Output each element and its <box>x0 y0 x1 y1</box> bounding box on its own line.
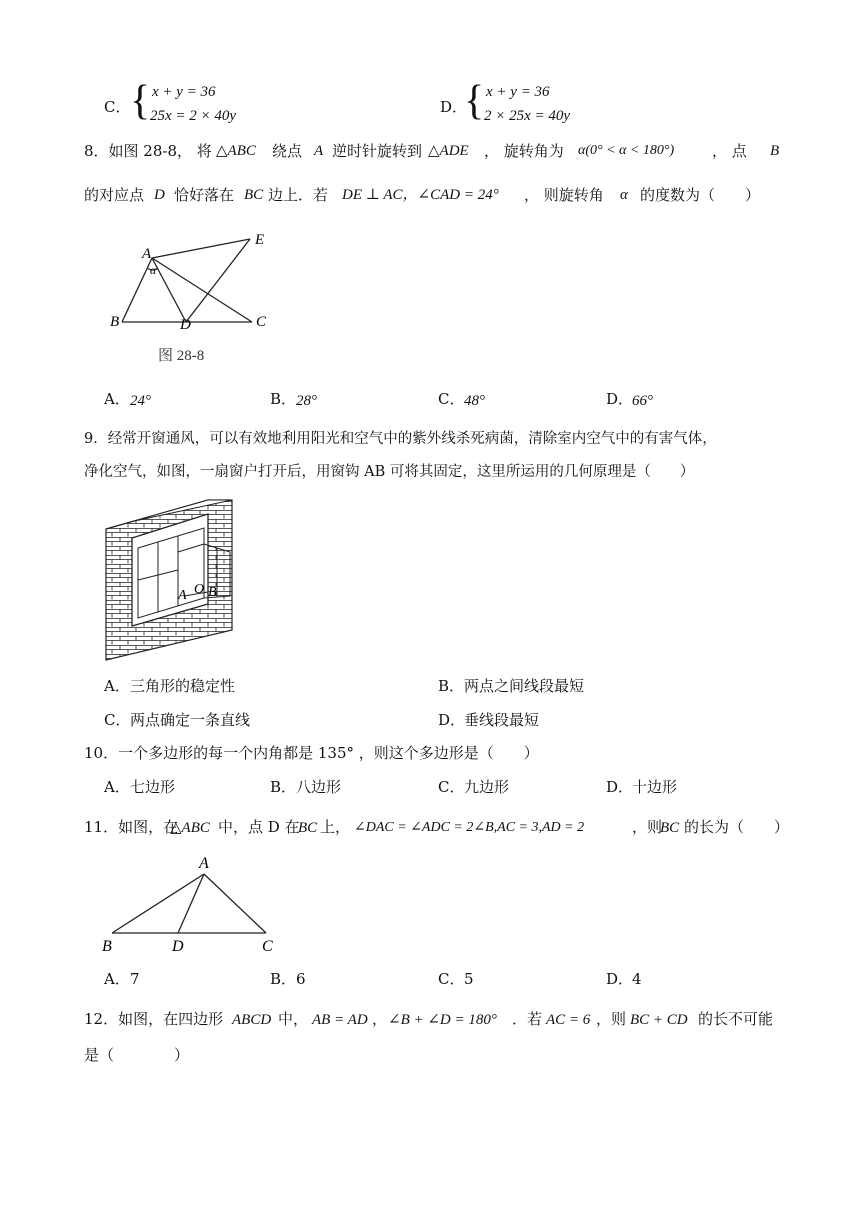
q9-option-c-value: 两点确定一条直线 <box>130 711 251 729</box>
q8-fig-label-e: E <box>255 232 265 248</box>
q9-text-line1: 9．经常开窗通风，可以有效地利用阳光和空气中的紫外线杀死病菌，清除室内空气中的有害气体， <box>84 431 717 447</box>
q11-text: 中，点 D 在 <box>218 818 300 836</box>
q10-option-b-label: B． <box>270 778 297 796</box>
q11-fig-label-c: C <box>262 938 273 955</box>
q9-option-c-label: C． <box>104 711 131 729</box>
q8-text: 逆时针旋转到 <box>332 142 423 160</box>
q8-point-d: D <box>154 187 165 203</box>
q8-condition: DE ⊥ AC，∠CAD = 24° <box>342 187 499 203</box>
q11-text: 的长为（ ） <box>684 818 790 836</box>
q9-option-b-value: 两点之间线段最短 <box>464 677 585 695</box>
q8-option-b-value: 28° <box>296 393 317 409</box>
q11-option-c-label: C． <box>438 970 465 988</box>
q8-text: 绕点 <box>272 142 303 160</box>
q8-alpha-range: α(0° < α < 180°) <box>578 143 675 158</box>
q12-text: ．若 <box>512 1010 543 1028</box>
q8-option-d-label: D． <box>606 390 634 408</box>
q12-text: 的长不可能 <box>698 1010 774 1028</box>
q11-option-a-label: A． <box>104 970 130 988</box>
q11-option-b-value: 6 <box>296 970 306 988</box>
q10-text: 10．一个多边形的每一个内角都是 135° ，则这个多边形是（ ） <box>84 744 539 762</box>
q9-option-a-value: 三角形的稳定性 <box>130 677 236 695</box>
q9-option-a-label: A． <box>104 677 130 695</box>
q9-window-figure <box>100 492 245 664</box>
q8-fig-label-b: B <box>110 314 120 330</box>
q7-option-c-eq1: x + y = 36 <box>152 84 216 100</box>
q8-point-b: B <box>770 143 780 159</box>
q8-option-c-label: C． <box>438 390 465 408</box>
q8-option-d-value: 66° <box>632 393 653 409</box>
q10-option-c-value: 九边形 <box>464 778 510 796</box>
q9-option-b-label: B． <box>438 677 465 695</box>
q7-option-c-brace: { <box>130 78 151 124</box>
q9-option-d-label: D． <box>438 711 466 729</box>
q11-option-d-value: 4 <box>632 970 642 988</box>
q10-option-c-label: C． <box>438 778 465 796</box>
q8-alpha: α <box>620 187 628 203</box>
q9-fig-label-b: B <box>208 585 217 600</box>
q12-expr-bc-cd: BC + CD <box>630 1012 688 1028</box>
q9-option-d-value: 垂线段最短 <box>464 711 540 729</box>
q12-cond-ab-ad: AB = AD <box>312 1012 368 1028</box>
q10-option-d-label: D． <box>606 778 634 796</box>
q8-segment-bc: BC <box>244 187 264 203</box>
q12-quad: ABCD <box>232 1012 272 1028</box>
q8-fig-label-a: A <box>142 246 152 262</box>
q8-point-a: A <box>314 143 324 159</box>
q8-text: ， 则旋转角 <box>524 186 604 204</box>
q11-text: ，则 <box>632 818 663 836</box>
q8-option-b-label: B． <box>270 390 297 408</box>
q11-segment-bc-2: BC <box>660 820 680 836</box>
q8-text: 恰好落在 <box>174 186 235 204</box>
q10-option-d-value: 十边形 <box>632 778 678 796</box>
q12-text-line2: 是（ ） <box>84 1046 190 1064</box>
q11-text: 11．如图，在 <box>84 818 179 836</box>
q12-text: ， <box>372 1010 388 1028</box>
q8-text: ， 旋转角为 <box>484 142 564 160</box>
q9-text-line2: 净化空气，如图，一扇窗户打开后，用窗钩 AB 可将其固定，这里所运用的几何原理是（ ） <box>84 464 695 480</box>
q10-option-b-value: 八边形 <box>296 778 342 796</box>
q7-option-c-eq2: 25x = 2 × 40y <box>150 108 237 124</box>
q8-option-a-label: A． <box>104 390 130 408</box>
q8-fig-caption: 图 28-8 <box>158 348 205 364</box>
q11-fig-label-d: D <box>172 938 184 955</box>
q8-text: 的度数为（ ） <box>640 186 761 204</box>
q11-figure <box>98 850 283 960</box>
q11-option-d-label: D． <box>606 970 634 988</box>
q8-text: ， 点 <box>712 142 747 160</box>
q12-text: 12．如图，在四边形 <box>84 1010 224 1028</box>
q8-fig-label-alpha: α <box>150 263 157 277</box>
q11-option-b-label: B． <box>270 970 297 988</box>
q11-option-a-value: 7 <box>130 970 140 988</box>
q11-fig-label-a: A <box>199 855 209 872</box>
q7-option-d-eq1: x + y = 36 <box>486 84 550 100</box>
q10-option-a-value: 七边形 <box>130 778 176 796</box>
q12-text: ，则 <box>596 1010 627 1028</box>
q7-option-d-label: D． <box>440 98 468 116</box>
q8-fig-label-d: D <box>180 317 191 333</box>
q11-triangle: △ABC <box>170 820 210 836</box>
q11-fig-label-b: B <box>102 938 112 955</box>
q7-option-d-brace: { <box>464 78 485 124</box>
q12-text: 中， <box>278 1010 309 1028</box>
q9-fig-label-o: O <box>194 582 205 597</box>
q8-triangle-abc: △ABC <box>216 143 256 159</box>
q8-text: 边上．若 <box>268 186 329 204</box>
q10-option-a-label: A． <box>104 778 130 796</box>
q7-option-c-label: C． <box>104 98 131 116</box>
q11-condition: ∠DAC = ∠ADC = 2∠B,AC = 3,AD = 2 <box>354 820 585 835</box>
q8-figure <box>100 226 280 371</box>
q11-text: 上， <box>320 818 351 836</box>
q8-option-c-value: 48° <box>464 393 485 409</box>
q8-text: 的对应点 <box>84 186 145 204</box>
q11-segment-bc: BC <box>298 820 318 836</box>
q12-cond-angles: ∠B + ∠D = 180° <box>388 1012 497 1028</box>
q8-text: 8．如图 28-8， 将 <box>84 142 212 160</box>
q8-fig-label-c: C <box>256 314 267 330</box>
q12-cond-ac: AC = 6 <box>546 1012 591 1028</box>
q8-triangle-ade: △ADE <box>428 143 469 159</box>
q11-option-c-value: 5 <box>464 970 474 988</box>
q9-fig-label-a: A <box>178 588 187 603</box>
q8-option-a-value: 24° <box>130 393 151 409</box>
q7-option-d-eq2: 2 × 25x = 40y <box>484 108 571 124</box>
